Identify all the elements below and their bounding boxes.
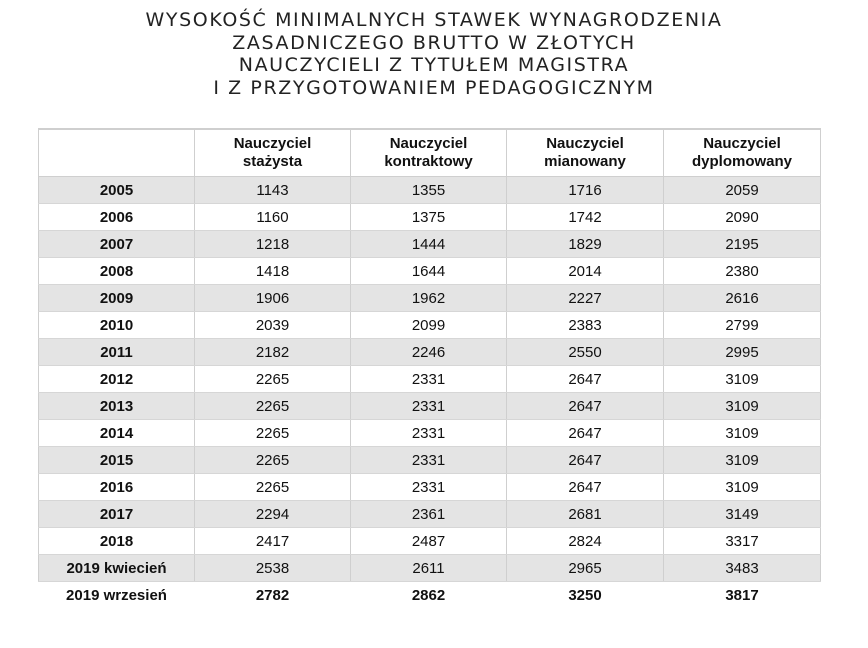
column-header-line1: Nauczyciel bbox=[233, 135, 312, 152]
column-header-mianowany bbox=[507, 129, 664, 177]
value-cell: 2331 bbox=[351, 447, 507, 474]
value-cell: 2782 bbox=[195, 582, 351, 610]
column-header-line1: Nauczyciel bbox=[389, 135, 468, 152]
column-header-dyplomowany bbox=[664, 129, 821, 177]
table-row bbox=[39, 528, 821, 555]
value-cell: 1444 bbox=[351, 231, 507, 258]
value-cell: 2487 bbox=[351, 528, 507, 555]
value-cell: 2265 bbox=[195, 474, 351, 501]
value-cell: 2862 bbox=[351, 582, 507, 610]
value-cell: 1962 bbox=[351, 285, 507, 312]
table-row bbox=[39, 501, 821, 528]
table-row bbox=[39, 285, 821, 312]
value-cell: 2647 bbox=[507, 393, 664, 420]
header-empty-cell bbox=[39, 129, 195, 177]
row-label: 2016 bbox=[39, 474, 195, 501]
value-cell: 2383 bbox=[507, 312, 664, 339]
value-cell: 2039 bbox=[195, 312, 351, 339]
value-cell: 2995 bbox=[664, 339, 821, 366]
row-label: 2006 bbox=[39, 204, 195, 231]
value-cell: 2182 bbox=[195, 339, 351, 366]
value-cell: 3149 bbox=[664, 501, 821, 528]
value-cell: 2647 bbox=[507, 366, 664, 393]
value-cell: 2090 bbox=[664, 204, 821, 231]
value-cell: 2616 bbox=[664, 285, 821, 312]
row-label: 2017 bbox=[39, 501, 195, 528]
row-label: 2007 bbox=[39, 231, 195, 258]
table-row bbox=[39, 474, 821, 501]
value-cell: 1355 bbox=[351, 177, 507, 204]
value-cell: 3109 bbox=[664, 393, 821, 420]
row-label: 2008 bbox=[39, 258, 195, 285]
value-cell: 1829 bbox=[507, 231, 664, 258]
title-line: ZASADNICZEGO BRUTTO W ZŁOTYCH bbox=[232, 31, 636, 54]
row-label: 2019 kwiecień bbox=[39, 555, 195, 582]
table-row bbox=[39, 366, 821, 393]
value-cell: 3483 bbox=[664, 555, 821, 582]
table-row bbox=[39, 447, 821, 474]
row-label: 2019 wrzesień bbox=[39, 582, 195, 610]
table-row bbox=[39, 339, 821, 366]
value-cell: 2965 bbox=[507, 555, 664, 582]
table-row bbox=[39, 582, 821, 610]
value-cell: 1218 bbox=[195, 231, 351, 258]
column-header-line2: dyplomowany bbox=[691, 153, 792, 170]
value-cell: 1716 bbox=[507, 177, 664, 204]
value-cell: 2294 bbox=[195, 501, 351, 528]
value-cell: 2538 bbox=[195, 555, 351, 582]
column-header-line2: stażysta bbox=[242, 153, 303, 170]
value-cell: 3109 bbox=[664, 447, 821, 474]
row-label: 2013 bbox=[39, 393, 195, 420]
column-header-kontraktowy bbox=[351, 129, 507, 177]
title-line: NAUCZYCIELI Z TYTUŁEM MAGISTRA bbox=[238, 54, 630, 76]
value-cell: 2611 bbox=[351, 555, 507, 582]
value-cell: 2799 bbox=[664, 312, 821, 339]
value-cell: 1418 bbox=[195, 258, 351, 285]
table-row bbox=[39, 231, 821, 258]
column-header-line2: kontraktowy bbox=[384, 153, 473, 170]
value-cell: 2647 bbox=[507, 420, 664, 447]
chart-title bbox=[0, 9, 868, 99]
value-cell: 2550 bbox=[507, 339, 664, 366]
value-cell: 2265 bbox=[195, 393, 351, 420]
value-cell: 1742 bbox=[507, 204, 664, 231]
row-label: 2005 bbox=[39, 177, 195, 204]
row-label: 2018 bbox=[39, 528, 195, 555]
value-cell: 2647 bbox=[507, 474, 664, 501]
row-label: 2012 bbox=[39, 366, 195, 393]
column-header-line1: Nauczyciel bbox=[546, 135, 624, 152]
table-row bbox=[39, 204, 821, 231]
table-body bbox=[39, 177, 821, 610]
value-cell: 1143 bbox=[195, 177, 351, 204]
value-cell: 2246 bbox=[351, 339, 507, 366]
value-cell: 2331 bbox=[351, 474, 507, 501]
column-header-line2: mianowany bbox=[544, 153, 626, 170]
value-cell: 3109 bbox=[664, 366, 821, 393]
column-header-stazysta bbox=[195, 129, 351, 177]
value-cell: 2331 bbox=[351, 366, 507, 393]
title-line: I Z PRZYGOTOWANIEM PEDAGOGICZNYM bbox=[213, 76, 655, 99]
table-row bbox=[39, 555, 821, 582]
value-cell: 3109 bbox=[664, 420, 821, 447]
value-cell: 2417 bbox=[195, 528, 351, 555]
table-row bbox=[39, 258, 821, 285]
value-cell: 2361 bbox=[351, 501, 507, 528]
row-label: 2015 bbox=[39, 447, 195, 474]
value-cell: 1906 bbox=[195, 285, 351, 312]
table-row bbox=[39, 312, 821, 339]
value-cell: 2014 bbox=[507, 258, 664, 285]
value-cell: 3250 bbox=[507, 582, 664, 610]
row-label: 2010 bbox=[39, 312, 195, 339]
salary-table bbox=[38, 128, 821, 609]
value-cell: 3109 bbox=[664, 474, 821, 501]
table-row bbox=[39, 393, 821, 420]
value-cell: 1375 bbox=[351, 204, 507, 231]
value-cell: 2647 bbox=[507, 447, 664, 474]
value-cell: 2331 bbox=[351, 420, 507, 447]
table-header-row bbox=[39, 129, 821, 177]
title-line: WYSOKOŚĆ MINIMALNYCH STAWEK WYNAGRODZENIA bbox=[145, 9, 723, 31]
value-cell: 2681 bbox=[507, 501, 664, 528]
value-cell: 2059 bbox=[664, 177, 821, 204]
value-cell: 2331 bbox=[351, 393, 507, 420]
value-cell: 3317 bbox=[664, 528, 821, 555]
value-cell: 2265 bbox=[195, 447, 351, 474]
value-cell: 1644 bbox=[351, 258, 507, 285]
column-header-line1: Nauczyciel bbox=[703, 135, 781, 152]
row-label: 2014 bbox=[39, 420, 195, 447]
value-cell: 3817 bbox=[664, 582, 821, 610]
table-row bbox=[39, 177, 821, 204]
value-cell: 2265 bbox=[195, 366, 351, 393]
value-cell: 2227 bbox=[507, 285, 664, 312]
table-row bbox=[39, 420, 821, 447]
value-cell: 2099 bbox=[351, 312, 507, 339]
value-cell: 2824 bbox=[507, 528, 664, 555]
row-label: 2009 bbox=[39, 285, 195, 312]
value-cell: 2380 bbox=[664, 258, 821, 285]
value-cell: 2265 bbox=[195, 420, 351, 447]
value-cell: 1160 bbox=[195, 204, 351, 231]
row-label: 2011 bbox=[39, 339, 195, 366]
value-cell: 2195 bbox=[664, 231, 821, 258]
